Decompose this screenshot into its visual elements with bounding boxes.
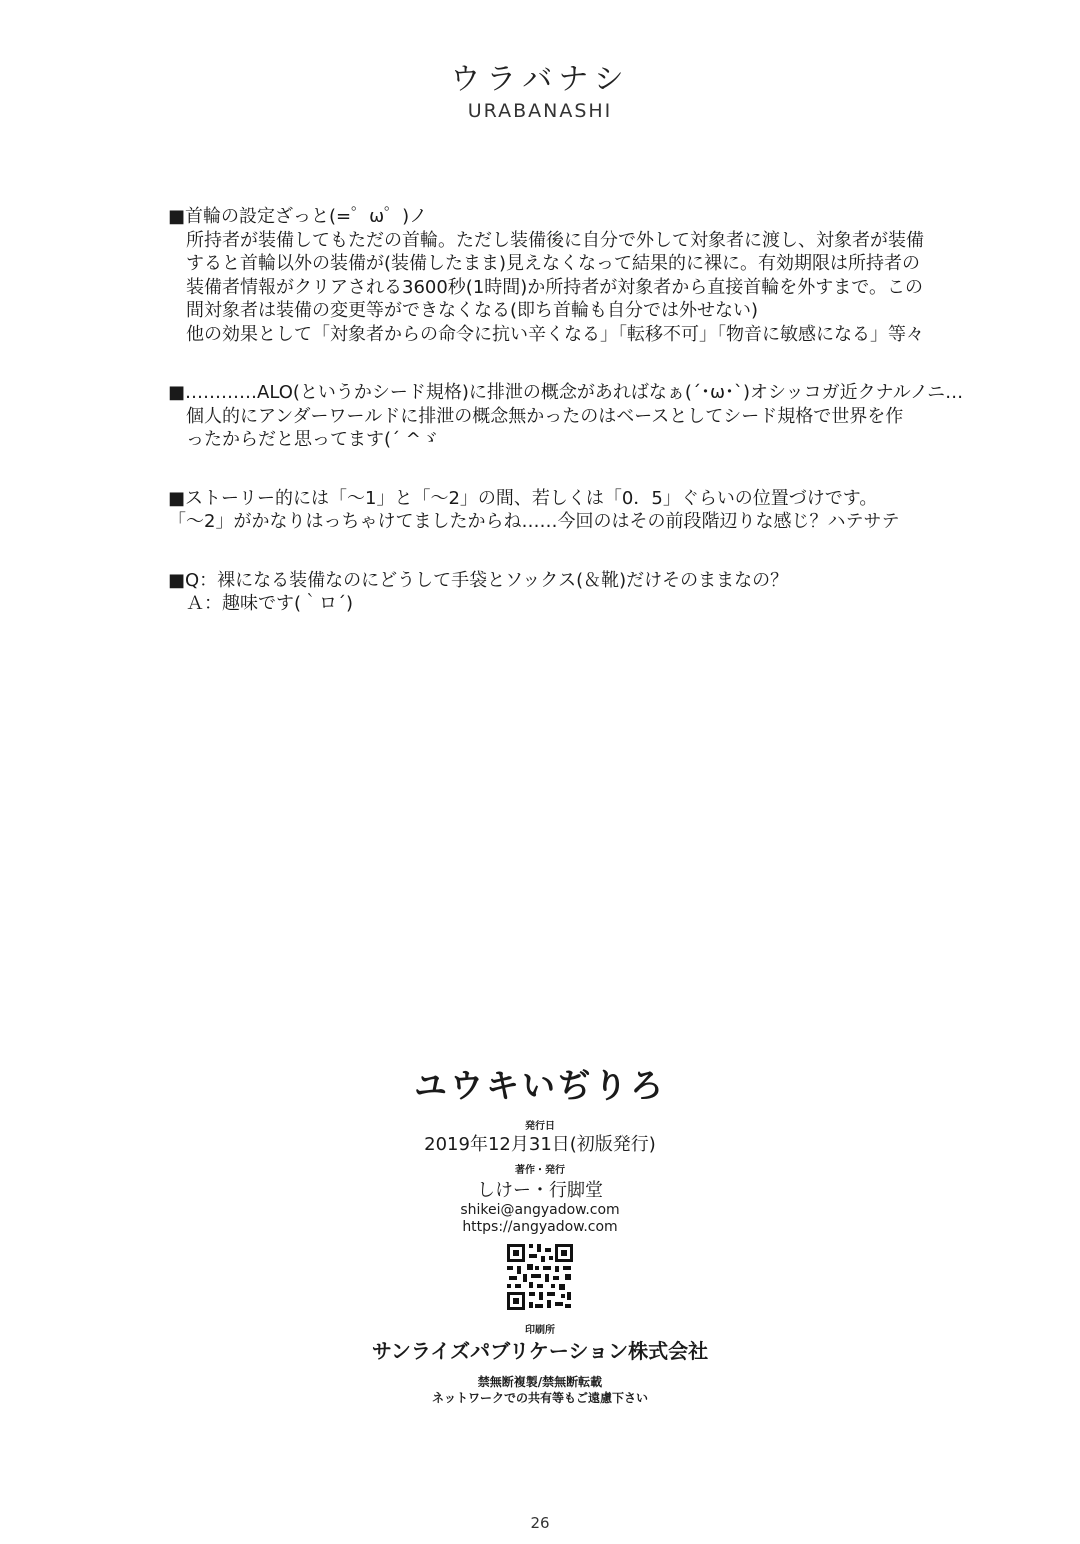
note-line: 個人的にアンダーワールドに排泄の概念無かったのはベースとしてシード規格で世界を作 (186, 405, 904, 427)
note-line: ■首輪の設定ざっと(=゜ω゜)ノ (168, 206, 428, 227)
note-line: ■…………ALO(というかシード規格)に排泄の概念があればなぁ(´･ω･`)オシッコガ近クナルノニ… (168, 382, 964, 403)
note-qa (168, 569, 928, 616)
colophon (0, 1066, 1080, 1406)
book-title: ユウキいぢりろ (414, 1066, 666, 1105)
author-name: しけー・行脚堂 (477, 1180, 603, 1201)
notes-section (168, 205, 964, 651)
author-email: shikei@angyadow.com (460, 1202, 620, 1218)
note-line: 装備者情報がクリアされる3600秒(1時間)か所持者が対象者から直接首輪を外すまで。この (186, 276, 923, 298)
issue-label: 発行日 (525, 1121, 555, 1132)
page-number: 26 (530, 1514, 550, 1532)
printer-label: 印刷所 (525, 1325, 555, 1336)
note-line: 他の効果として「対象者からの命令に抗い辛くなる」「転移不可」「物音に敏感になる」等々 (186, 323, 924, 345)
note-collar (168, 205, 928, 346)
note-line: すると首輪以外の装備が(装備したまま)見えなくなって結果的に裸に。有効期限は所持者の (186, 253, 921, 274)
note-line: 間対象者は装備の変更等ができなくなる(即ち首輪も自分では外せない) (186, 300, 759, 321)
page-header (0, 62, 1080, 122)
note-line: 所持者が装備してもただの首輪。ただし装備後に自分で外して対象者に渡し、対象者が装備 (186, 229, 924, 251)
author-label: 著作・発行 (515, 1165, 565, 1176)
note-line: ったからだと思ってます(´ ^ゞ (186, 429, 439, 450)
note-line: ■ストーリー的には「～1」と「～2」の間、若しくは「0．5」ぐらいの位置づけです。 (168, 487, 878, 509)
legal-notice-2: ネットワークでの共有等もご遠慮下さい (431, 1391, 648, 1405)
header-title-jp: ウラバナシ (450, 62, 630, 97)
header-title-en: URABANASHI (467, 100, 613, 122)
note-line: ■Q：裸になる装備なのにどうして手袋とソックス(＆靴)だけそのままなの？ (168, 569, 789, 591)
note-alo (168, 381, 964, 452)
note-line: 「～2」がかなりはっちゃけてましたからね……今回のはその前段階辺りな感じ？ハテサテ (168, 511, 900, 532)
note-line: Ａ：趣味です(｀ロ´) (186, 593, 354, 614)
note-story (168, 487, 928, 534)
author-url: https://angyadow.com (462, 1219, 618, 1235)
qr-code-icon (505, 1242, 575, 1312)
legal-notice-1: 禁無断複製/禁無断転載 (477, 1375, 603, 1389)
printer-name: サンライズパブリケーション株式会社 (371, 1339, 709, 1363)
issue-date: 2019年12月31日(初版発行) (424, 1134, 656, 1155)
